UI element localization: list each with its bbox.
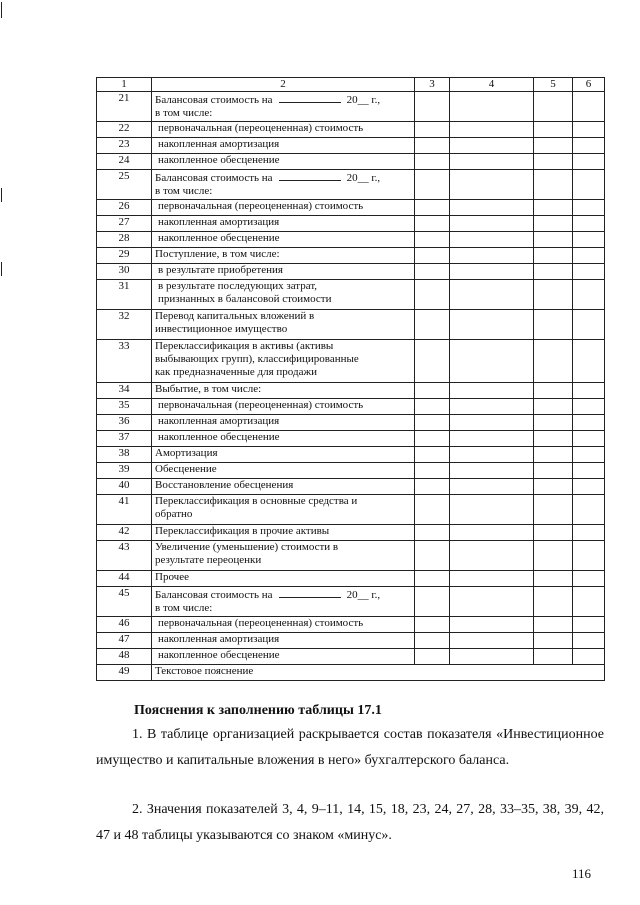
description-text: выбывающих групп), классифицированные (155, 353, 359, 365)
row-number: 43 (97, 541, 152, 571)
value-cell (534, 92, 573, 122)
value-cell (534, 525, 573, 541)
description-text: накопленное обесценение (158, 649, 280, 661)
description-line (155, 617, 412, 630)
value-cell (450, 122, 534, 138)
value-cell (450, 479, 534, 495)
description-text: накопленное обесценение (158, 431, 280, 443)
value-cell (534, 447, 573, 463)
description-line (155, 508, 412, 521)
row-description (152, 216, 415, 232)
description-line (155, 366, 412, 379)
value-cell (573, 415, 605, 431)
value-cell (450, 138, 534, 154)
row-description (152, 248, 415, 264)
page-number: 116 (572, 866, 592, 881)
row-number: 48 (97, 649, 152, 665)
value-cell (450, 617, 534, 633)
value-cell (534, 122, 573, 138)
description-line (155, 154, 412, 167)
row-number: 38 (97, 447, 152, 463)
value-cell (534, 633, 573, 649)
description-text: в том числе: (155, 185, 213, 197)
description-text: первоначальная (переоцененная) стоимость (158, 617, 364, 629)
column-header: 3 (415, 78, 450, 92)
date-blank-line (279, 92, 341, 103)
description-text: первоначальная (переоцененная) стоимость (158, 200, 364, 212)
date-blank-line (279, 587, 341, 598)
date-suffix: 20__ г., (346, 172, 381, 184)
value-cell (534, 383, 573, 399)
value-cell (450, 340, 534, 383)
row-description (152, 463, 415, 479)
description-text: накопленная амортизация (158, 633, 280, 645)
value-cell (450, 463, 534, 479)
value-cell (573, 495, 605, 525)
description-text: накопленное обесценение (158, 232, 280, 244)
value-cell (573, 525, 605, 541)
value-cell (573, 571, 605, 587)
row-number: 29 (97, 248, 152, 264)
investment-property-table (96, 77, 605, 681)
column-header: 5 (534, 78, 573, 92)
table-row (97, 463, 605, 479)
table-row (97, 232, 605, 248)
description-line (155, 602, 412, 615)
value-cell (573, 216, 605, 232)
value-cell (415, 122, 450, 138)
row-description (152, 587, 415, 617)
table-row (97, 264, 605, 280)
description-line (155, 138, 412, 151)
description-line (155, 107, 412, 120)
row-number: 42 (97, 525, 152, 541)
description-line (155, 447, 412, 460)
description-text: в результате последующих затрат, (158, 280, 318, 292)
table-row (97, 633, 605, 649)
value-cell (534, 463, 573, 479)
table-row (97, 383, 605, 399)
value-cell (415, 633, 450, 649)
table-row (97, 138, 605, 154)
description-text: Переклассификация в основные средства и (155, 495, 358, 507)
row-number: 25 (97, 170, 152, 200)
table-row (97, 447, 605, 463)
value-cell (534, 571, 573, 587)
value-cell (415, 280, 450, 310)
scan-edge-mark (1, 188, 2, 202)
value-cell (534, 264, 573, 280)
value-cell (450, 587, 534, 617)
value-cell (573, 340, 605, 383)
description-line (155, 571, 412, 584)
value-cell (415, 399, 450, 415)
value-cell (573, 431, 605, 447)
value-cell (415, 431, 450, 447)
value-cell (573, 399, 605, 415)
value-cell (450, 649, 534, 665)
description-text: Амортизация (155, 447, 218, 459)
value-cell (534, 232, 573, 248)
value-cell (415, 587, 450, 617)
description-text: накопленная амортизация (158, 138, 280, 150)
table-row (97, 122, 605, 138)
value-cell (534, 541, 573, 571)
description-line (155, 353, 412, 366)
description-text: обратно (155, 508, 193, 520)
row-description (152, 431, 415, 447)
value-cell (534, 617, 573, 633)
value-cell (450, 170, 534, 200)
table-row (97, 92, 605, 122)
description-line (155, 431, 412, 444)
value-cell (415, 617, 450, 633)
row-description (152, 138, 415, 154)
description-line (155, 463, 412, 476)
table-row (97, 541, 605, 571)
value-cell (415, 571, 450, 587)
row-number: 26 (97, 200, 152, 216)
description-line (155, 340, 412, 353)
description-line (155, 495, 412, 508)
row-description (152, 415, 415, 431)
row-number: 24 (97, 154, 152, 170)
value-cell (573, 587, 605, 617)
notes-title: Пояснения к заполнению таблицы 17.1 (134, 703, 382, 718)
description-text: Перевод капитальных вложений в (155, 310, 315, 322)
description-text: накопленное обесценение (158, 154, 280, 166)
table-row (97, 479, 605, 495)
value-cell (573, 463, 605, 479)
value-cell (534, 587, 573, 617)
value-cell (415, 216, 450, 232)
table-row (97, 587, 605, 617)
value-cell (573, 633, 605, 649)
description-line (155, 293, 412, 306)
table-row (97, 280, 605, 310)
table-row (97, 399, 605, 415)
value-cell (534, 495, 573, 525)
description-text: Обесценение (155, 463, 217, 475)
value-cell (450, 310, 534, 340)
description-text: Восстановление обесценения (155, 479, 294, 491)
value-cell (534, 216, 573, 232)
value-cell (573, 170, 605, 200)
row-description (152, 340, 415, 383)
row-description (152, 649, 415, 665)
description-line (155, 383, 412, 396)
table-row (97, 154, 605, 170)
description-line (155, 200, 412, 213)
value-cell (573, 541, 605, 571)
table-row (97, 525, 605, 541)
description-text: Текстовое пояснение (155, 665, 254, 677)
value-cell (534, 138, 573, 154)
row-number: 28 (97, 232, 152, 248)
value-cell (573, 383, 605, 399)
description-line (155, 170, 412, 185)
value-cell (534, 200, 573, 216)
value-cell (534, 415, 573, 431)
description-text: накопленная амортизация (158, 415, 280, 427)
value-cell (534, 248, 573, 264)
description-text: Балансовая стоимость на (155, 172, 273, 184)
notes-paragraph: 1. В таблице организацией раскрывается состав показателя «Инвестиционное имущество и капитальные вложения в него» бухгалтерского баланса. (96, 727, 604, 768)
value-cell (534, 154, 573, 170)
value-cell (415, 248, 450, 264)
description-text: как предназначенные для продажи (155, 366, 317, 378)
value-cell (415, 154, 450, 170)
description-line (155, 264, 412, 277)
scan-edge-mark (1, 2, 2, 18)
notes-paragraph: 2. Значения показателей 3, 4, 9–11, 14, 15, 18, 23, 24, 27, 28, 33–35, 38, 39, 42, 47 и 48 таблицы указываются со знаком «минус». (96, 802, 604, 843)
row-number: 37 (97, 431, 152, 447)
value-cell (415, 92, 450, 122)
description-text: Увеличение (уменьшение) стоимости в (155, 541, 339, 553)
description-line (155, 248, 412, 261)
value-cell (573, 138, 605, 154)
value-cell (450, 248, 534, 264)
value-cell (415, 495, 450, 525)
row-number: 41 (97, 495, 152, 525)
description-line (155, 323, 412, 336)
value-cell (534, 310, 573, 340)
row-number: 23 (97, 138, 152, 154)
description-line (155, 185, 412, 198)
value-cell (534, 479, 573, 495)
row-number: 36 (97, 415, 152, 431)
value-cell (573, 447, 605, 463)
value-cell (450, 232, 534, 248)
value-cell (573, 200, 605, 216)
column-header: 2 (152, 78, 415, 92)
value-cell (415, 232, 450, 248)
table-row (97, 200, 605, 216)
description-line (155, 665, 602, 678)
row-description (152, 280, 415, 310)
value-cell (450, 264, 534, 280)
description-line (155, 633, 412, 646)
table-row (97, 216, 605, 232)
value-cell (415, 264, 450, 280)
value-cell (573, 154, 605, 170)
date-blank-line (279, 170, 341, 181)
row-number: 34 (97, 383, 152, 399)
description-text: накопленная амортизация (158, 216, 280, 228)
description-line (155, 216, 412, 229)
value-cell (573, 649, 605, 665)
row-number: 39 (97, 463, 152, 479)
description-text: в том числе: (155, 107, 213, 119)
value-cell (415, 310, 450, 340)
row-number: 31 (97, 280, 152, 310)
value-cell (573, 280, 605, 310)
description-line (155, 310, 412, 323)
row-description (152, 447, 415, 463)
value-cell (573, 264, 605, 280)
row-description (152, 541, 415, 571)
description-line (155, 122, 412, 135)
row-number: 45 (97, 587, 152, 617)
date-suffix: 20__ г., (346, 589, 381, 601)
column-header: 6 (573, 78, 605, 92)
description-text: в том числе: (155, 602, 213, 614)
value-cell (573, 122, 605, 138)
description-text: признанных в балансовой стоимости (158, 293, 332, 305)
value-cell (450, 216, 534, 232)
row-number: 46 (97, 617, 152, 633)
date-suffix: 20__ г., (346, 94, 381, 106)
row-number: 35 (97, 399, 152, 415)
table-header-row (97, 78, 605, 92)
description-line (155, 554, 412, 567)
value-cell (534, 649, 573, 665)
description-text: инвестиционное имущество (155, 323, 288, 335)
row-number: 32 (97, 310, 152, 340)
row-description (152, 264, 415, 280)
description-text: Переклассификация в прочие активы (155, 525, 330, 537)
column-header: 4 (450, 78, 534, 92)
description-line (155, 232, 412, 245)
row-description (152, 495, 415, 525)
scan-edge-mark (1, 262, 2, 276)
table-row (97, 248, 605, 264)
description-text: Переклассификация в активы (активы (155, 340, 334, 352)
description-line (155, 587, 412, 602)
value-cell (573, 617, 605, 633)
value-cell (415, 541, 450, 571)
row-number: 44 (97, 571, 152, 587)
table-row (97, 665, 605, 681)
column-header: 1 (97, 78, 152, 92)
value-cell (415, 415, 450, 431)
table-row (97, 495, 605, 525)
value-cell (415, 447, 450, 463)
value-cell (415, 340, 450, 383)
description-text: первоначальная (переоцененная) стоимость (158, 122, 364, 134)
value-cell (415, 463, 450, 479)
description-line (155, 280, 412, 293)
description-line (155, 399, 412, 412)
table-row (97, 415, 605, 431)
row-description (152, 479, 415, 495)
value-cell (450, 431, 534, 447)
value-cell (534, 170, 573, 200)
description-text: первоначальная (переоцененная) стоимость (158, 399, 364, 411)
row-description (152, 665, 605, 681)
row-number: 27 (97, 216, 152, 232)
value-cell (415, 383, 450, 399)
value-cell (415, 525, 450, 541)
table-row (97, 649, 605, 665)
value-cell (450, 447, 534, 463)
description-text: Балансовая стоимость на (155, 94, 273, 106)
row-description (152, 525, 415, 541)
description-line (155, 479, 412, 492)
value-cell (415, 138, 450, 154)
value-cell (573, 310, 605, 340)
description-text: Прочее (155, 571, 189, 583)
value-cell (450, 399, 534, 415)
description-line (155, 649, 412, 662)
row-number: 33 (97, 340, 152, 383)
value-cell (450, 541, 534, 571)
table-row (97, 617, 605, 633)
row-description (152, 399, 415, 415)
value-cell (573, 479, 605, 495)
value-cell (450, 571, 534, 587)
value-cell (534, 340, 573, 383)
row-number: 47 (97, 633, 152, 649)
row-number: 40 (97, 479, 152, 495)
value-cell (450, 200, 534, 216)
description-text: Балансовая стоимость на (155, 589, 273, 601)
value-cell (450, 415, 534, 431)
description-line (155, 541, 412, 554)
row-number: 21 (97, 92, 152, 122)
description-line (155, 92, 412, 107)
value-cell (450, 383, 534, 399)
row-number: 22 (97, 122, 152, 138)
description-text: в результате приобретения (158, 264, 283, 276)
row-description (152, 571, 415, 587)
value-cell (415, 170, 450, 200)
row-description (152, 633, 415, 649)
row-description (152, 310, 415, 340)
description-text: Поступление, в том числе: (155, 248, 280, 260)
value-cell (534, 280, 573, 310)
value-cell (415, 200, 450, 216)
row-description (152, 154, 415, 170)
row-number: 30 (97, 264, 152, 280)
table-row (97, 310, 605, 340)
value-cell (450, 525, 534, 541)
table-row (97, 340, 605, 383)
value-cell (534, 431, 573, 447)
description-line (155, 525, 412, 538)
description-text: Выбытие, в том числе: (155, 383, 262, 395)
description-text: результате переоценки (155, 554, 262, 566)
row-description (152, 200, 415, 216)
value-cell (415, 479, 450, 495)
table-row (97, 170, 605, 200)
description-line (155, 415, 412, 428)
value-cell (415, 649, 450, 665)
value-cell (573, 92, 605, 122)
row-description (152, 383, 415, 399)
row-description (152, 92, 415, 122)
row-description (152, 170, 415, 200)
value-cell (450, 633, 534, 649)
value-cell (573, 232, 605, 248)
value-cell (450, 154, 534, 170)
row-number: 49 (97, 665, 152, 681)
value-cell (450, 495, 534, 525)
value-cell (450, 92, 534, 122)
table-row (97, 571, 605, 587)
value-cell (534, 399, 573, 415)
value-cell (573, 248, 605, 264)
row-description (152, 617, 415, 633)
row-description (152, 232, 415, 248)
row-description (152, 122, 415, 138)
table-row (97, 431, 605, 447)
value-cell (450, 280, 534, 310)
